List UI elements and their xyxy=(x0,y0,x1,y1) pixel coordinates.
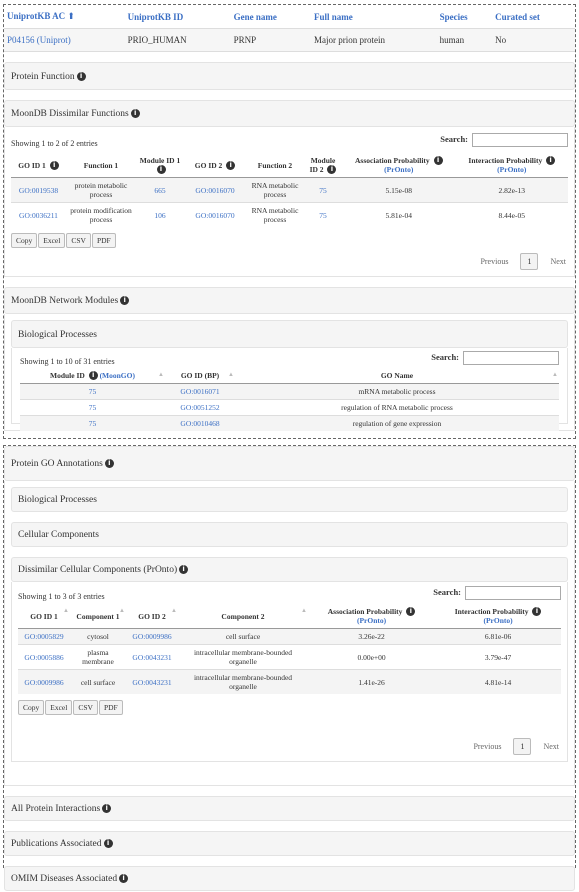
search-input[interactable] xyxy=(472,133,568,147)
col-module-id-1[interactable]: Module ID 1 i xyxy=(136,153,184,178)
table-row xyxy=(18,629,561,645)
search-box: Search: xyxy=(433,586,561,600)
table-header-row xyxy=(20,368,559,384)
info-icon[interactable]: i xyxy=(179,565,188,574)
component-cell: intracellular membrane-bounded organelle xyxy=(178,670,308,695)
info-icon[interactable]: i xyxy=(102,804,111,813)
protein-summary-table xyxy=(4,5,575,52)
network-modules-panel xyxy=(4,287,575,431)
search-box: Search: xyxy=(431,351,559,365)
col-component-2[interactable]: Component 2 ▲ xyxy=(178,604,308,629)
go-annotations-panel xyxy=(4,446,575,786)
network-modules-header[interactable]: MoonDB Network Modules i xyxy=(4,287,575,314)
interaction-value: 6.81e-06 xyxy=(435,629,561,645)
sort-icon: ▲ xyxy=(552,372,558,378)
search-input[interactable] xyxy=(465,586,561,600)
association-value: 0.00e+00 xyxy=(308,645,435,670)
info-icon[interactable]: i xyxy=(226,161,235,170)
interaction-value: 3.79e-47 xyxy=(435,645,561,670)
all-protein-interactions-header[interactable]: All Protein Interactions i xyxy=(4,796,575,821)
entries-info: Showing 1 to 10 of 31 entries xyxy=(20,357,115,366)
info-icon[interactable]: i xyxy=(119,874,128,883)
csv-button[interactable]: CSV xyxy=(66,233,91,248)
association-value: 3.26e-22 xyxy=(308,629,435,645)
sort-icon: ▲ xyxy=(158,372,164,378)
function-cell: RNA metabolic process xyxy=(246,203,304,228)
interaction-value: 2.82e-13 xyxy=(456,178,568,203)
info-icon[interactable]: i xyxy=(89,371,98,380)
species-cell: human xyxy=(437,29,492,52)
uniprot-id-cell: PRIO_HUMAN xyxy=(125,29,231,52)
dissimilar-cellular-components-header[interactable]: Dissimilar Cellular Components (PrOnto) i xyxy=(11,557,568,582)
dissimilar-functions-table xyxy=(11,153,568,227)
info-icon[interactable]: i xyxy=(406,607,415,616)
entries-info: Showing 1 to 3 of 3 entries xyxy=(18,592,105,601)
component-cell: cell surface xyxy=(70,670,126,695)
next-button[interactable]: Next xyxy=(550,257,566,266)
pagination xyxy=(480,253,566,270)
col-association-probability[interactable]: Association Probability i (PrOnto) xyxy=(342,153,456,178)
go-name-cell: regulation of RNA metabolic process xyxy=(235,400,559,416)
function-cell: protein modification process xyxy=(66,203,136,228)
association-value: 5.15e-08 xyxy=(342,178,456,203)
table-row xyxy=(18,645,561,670)
header-full-name[interactable]: Full name xyxy=(311,5,437,29)
go-id-link[interactable]: GO:0036211 xyxy=(19,210,58,220)
col-function-2[interactable]: Function 2 xyxy=(246,153,304,178)
col-function-1[interactable]: Function 1 xyxy=(66,153,136,178)
go-id-link[interactable]: GO:0051252 xyxy=(180,403,220,412)
info-icon[interactable]: i xyxy=(327,165,336,174)
header-uniprot-id[interactable]: UniprotKB ID xyxy=(125,5,231,29)
col-module-id-2[interactable]: Module ID 2 i xyxy=(304,153,342,178)
dissimilar-functions-header[interactable]: MoonDB Dissimilar Functions i xyxy=(4,100,575,127)
col-interaction-probability[interactable]: Interaction Probability i (PrOnto) xyxy=(435,604,561,629)
info-icon[interactable]: i xyxy=(532,607,541,616)
csv-button[interactable]: CSV xyxy=(73,700,98,715)
cellular-components-header[interactable]: Cellular Components xyxy=(11,522,568,547)
biological-processes-subheader[interactable]: Biological Processes xyxy=(11,320,568,348)
component-cell: intracellular membrane-bounded organelle xyxy=(178,645,308,670)
module-id-link[interactable]: 665 xyxy=(154,185,166,195)
go-id-link[interactable]: GO:0009986 xyxy=(132,632,172,641)
go-annotations-header[interactable]: Protein GO Annotations i xyxy=(4,446,575,481)
table-row xyxy=(20,416,559,432)
copy-button[interactable]: Copy xyxy=(18,700,44,715)
gene-name-cell: PRNP xyxy=(231,29,311,52)
dissimilar-functions-panel xyxy=(4,100,575,277)
sort-icon: ▲ xyxy=(63,608,69,614)
copy-button[interactable]: Copy xyxy=(11,233,37,248)
module-id-link[interactable]: 106 xyxy=(154,210,166,220)
pdf-button[interactable]: PDF xyxy=(99,700,123,715)
info-icon[interactable]: i xyxy=(131,109,140,118)
header-gene-name[interactable]: Gene name xyxy=(231,5,311,29)
page-button[interactable]: 1 xyxy=(520,253,538,270)
table-header-row xyxy=(11,153,568,178)
info-icon[interactable]: i xyxy=(104,839,113,848)
table-row xyxy=(20,400,559,416)
search-input[interactable] xyxy=(463,351,559,365)
page-button[interactable]: 1 xyxy=(513,738,531,755)
go-id-link[interactable]: GO:0010468 xyxy=(180,419,220,428)
module-id-link[interactable]: 75 xyxy=(88,387,97,396)
protein-detail-frame-bottom xyxy=(3,445,576,884)
col-go-id-1[interactable]: GO ID 1 ▲ xyxy=(18,604,70,629)
component-cell: cell surface xyxy=(178,629,308,645)
interaction-value: 8.44e-05 xyxy=(456,203,568,228)
table-row xyxy=(11,178,568,203)
col-go-id-2[interactable]: GO ID 2 ▲ xyxy=(126,604,178,629)
col-go-name[interactable]: GO Name ▲ xyxy=(235,368,559,384)
protein-function-header[interactable]: Protein Function i xyxy=(4,62,575,90)
component-cell: plasma membrane xyxy=(70,645,126,670)
header-uniprot-ac[interactable]: UniprotKB AC ⬆ xyxy=(4,5,125,29)
sort-icon: ▲ xyxy=(119,608,125,614)
excel-button[interactable]: Excel xyxy=(45,700,72,715)
module-id-link[interactable]: 75 xyxy=(88,403,97,412)
go-id-link[interactable]: GO:0043231 xyxy=(132,652,172,662)
table-row xyxy=(4,29,575,52)
component-cell: cytosol xyxy=(70,629,126,645)
col-interaction-probability[interactable]: Interaction Probability i (PrOnto) xyxy=(456,153,568,178)
go-name-cell: regulation of gene expression xyxy=(235,416,559,432)
table-header-row xyxy=(18,604,561,629)
export-buttons xyxy=(11,233,568,248)
go-id-link[interactable]: GO:0016070 xyxy=(195,210,235,220)
col-module-id[interactable]: Module ID i (MoonGO) ▲ xyxy=(20,368,165,384)
col-go-id-1[interactable]: GO ID 1 i xyxy=(11,153,66,178)
go-id-link[interactable]: GO:0016071 xyxy=(180,387,220,396)
uniprot-ac-link[interactable]: P04156 (Uniprot) xyxy=(7,35,71,45)
dissimilar-components-table xyxy=(18,604,561,694)
module-id-link[interactable]: 75 xyxy=(319,185,327,195)
info-icon[interactable]: i xyxy=(546,156,555,165)
sort-up-icon: ⬆ xyxy=(67,11,75,21)
module-id-link[interactable]: 75 xyxy=(319,210,327,220)
go-id-link[interactable]: GO:0043231 xyxy=(132,677,172,687)
sort-icon: ▲︎ xyxy=(228,372,234,378)
search-box: Search: xyxy=(440,133,568,147)
go-id-link[interactable]: GO:0016070 xyxy=(195,185,235,195)
protein-detail-frame-top xyxy=(3,4,576,439)
function-cell: protein metabolic process xyxy=(66,178,136,203)
info-icon[interactable]: i xyxy=(434,156,443,165)
biological-processes-header[interactable]: Biological Processes xyxy=(11,487,568,512)
previous-button[interactable]: Previous xyxy=(473,742,502,751)
col-component-1[interactable]: Component 1 ▲ xyxy=(70,604,126,629)
go-id-link[interactable]: GO:0005886 xyxy=(24,652,64,662)
table-header-row xyxy=(4,5,575,29)
association-value: 1.41e-26 xyxy=(308,670,435,695)
entries-info: Showing 1 to 2 of 2 entries xyxy=(11,139,98,148)
table-row xyxy=(20,384,559,400)
go-name-cell: mRNA metabolic process xyxy=(235,384,559,400)
curated-cell: No xyxy=(492,29,575,52)
col-go-id-bp[interactable]: GO ID (BP) ▲︎ xyxy=(165,368,235,384)
interaction-value: 4.81e-14 xyxy=(435,670,561,695)
info-icon[interactable]: i xyxy=(120,296,129,305)
info-icon[interactable]: i xyxy=(77,72,86,81)
next-button[interactable]: Next xyxy=(543,742,559,751)
header-curated-set[interactable]: Curated set xyxy=(492,5,575,29)
module-id-link[interactable]: 75 xyxy=(88,419,97,428)
sort-icon: ▲ xyxy=(171,608,177,614)
info-icon[interactable]: i xyxy=(50,161,59,170)
publications-associated-header[interactable]: Publications Associated i xyxy=(4,831,575,856)
function-cell: RNA metabolic process xyxy=(246,178,304,203)
full-name-cell: Major prion protein xyxy=(311,29,437,52)
network-modules-table xyxy=(20,368,559,431)
info-icon[interactable]: i xyxy=(157,165,166,174)
pagination xyxy=(473,738,559,755)
omim-diseases-associated-header[interactable]: OMIM Diseases Associated i xyxy=(4,866,575,891)
export-buttons xyxy=(18,700,561,715)
table-row xyxy=(11,203,568,228)
header-species[interactable]: Species xyxy=(437,5,492,29)
pdf-button[interactable]: PDF xyxy=(92,233,116,248)
sort-icon: ▲ xyxy=(301,608,307,614)
association-value: 5.81e-04 xyxy=(342,203,456,228)
info-icon[interactable]: i xyxy=(105,459,114,468)
go-id-link[interactable]: GO:0005829 xyxy=(24,632,64,641)
col-association-probability[interactable]: Association Probability i (PrOnto) xyxy=(308,604,435,629)
previous-button[interactable]: Previous xyxy=(480,257,509,266)
excel-button[interactable]: Excel xyxy=(38,233,65,248)
col-go-id-2[interactable]: GO ID 2 i xyxy=(184,153,246,178)
go-id-link[interactable]: GO:0009986 xyxy=(24,677,64,687)
go-id-link[interactable]: GO:0019538 xyxy=(18,185,59,195)
table-row xyxy=(18,670,561,695)
